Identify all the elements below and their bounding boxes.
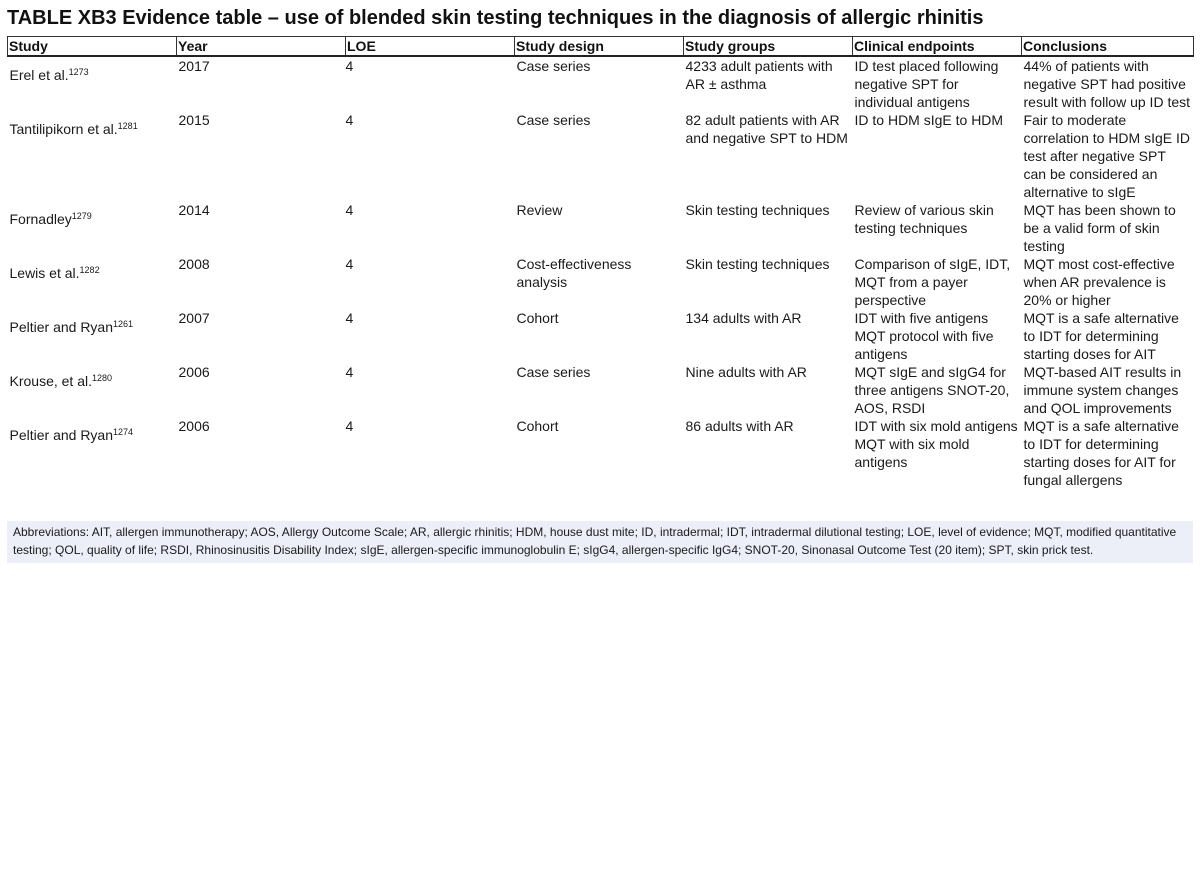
reference-number: 1282: [79, 265, 100, 275]
study-cell: [8, 255, 177, 309]
conclusions-cell: MQT has been shown to be a valid form of skin testing: [1023, 202, 1176, 254]
loe-cell: 4: [345, 112, 354, 128]
table-row: [8, 363, 1194, 417]
reference-number: 1274: [113, 427, 134, 437]
clinical-endpoints-cell: Comparison of sIgE, IDT, MQT from a payer perspective: [854, 256, 1011, 308]
study-cell: [8, 56, 177, 111]
study-name: Tantilipikorn et al.: [9, 121, 118, 137]
conclusions-cell: MQT most cost-effective when AR prevalence is 20% or higher: [1023, 256, 1175, 308]
study-cell: [8, 417, 177, 489]
year-cell: 2006: [178, 364, 210, 380]
study-cell: [8, 201, 177, 255]
study-design-cell: Cost-effectiveness analysis: [516, 256, 632, 290]
table-title: TABLE XB3 Evidence table – use of blended skin testing techniques in the diagnosis of allergic rhinitis: [7, 7, 984, 29]
study-groups-cell: 134 adults with AR: [685, 310, 802, 326]
evidence-table: [7, 36, 1194, 489]
column-header-study-groups: Study groups: [684, 37, 853, 57]
conclusions-cell: MQT is a safe alternative to IDT for determining starting doses for AIT for fungal allergens: [1023, 418, 1179, 488]
study-groups-cell: Skin testing techniques: [685, 202, 830, 218]
study-groups-cell: Skin testing techniques: [685, 256, 830, 272]
conclusions-cell: 44% of patients with negative SPT had positive result with follow up ID test: [1023, 58, 1191, 110]
conclusions-cell: MQT-based AIT results in immune system changes and QOL improvements: [1023, 364, 1182, 416]
loe-cell: 4: [345, 58, 354, 74]
clinical-endpoints-cell: MQT sIgE and sIgG4 for three antigens SNOT-20, AOS, RSDI: [854, 364, 1010, 416]
table-row: [8, 56, 1194, 111]
study-groups-cell: 82 adult patients with AR and negative SPT to HDM: [685, 112, 848, 146]
column-header-study: Study: [8, 37, 177, 57]
table-row: [8, 111, 1194, 201]
study-design-cell: Case series: [516, 364, 591, 380]
loe-cell: 4: [345, 202, 354, 218]
table-row: [8, 309, 1194, 363]
study-name: Fornadley: [9, 211, 72, 227]
loe-cell: 4: [345, 364, 354, 380]
reference-number: 1280: [92, 373, 113, 383]
study-design-cell: Case series: [516, 58, 591, 74]
clinical-endpoints-cell: IDT with six mold antigens MQT with six mold antigens: [854, 418, 1018, 470]
loe-cell: 4: [345, 310, 354, 326]
conclusions-cell: MQT is a safe alternative to IDT for determining starting doses for AIT: [1023, 310, 1179, 362]
clinical-endpoints-cell: IDT with five antigens MQT protocol with five antigens: [854, 310, 994, 362]
study-groups-cell: 4233 adult patients with AR ± asthma: [685, 58, 833, 92]
year-cell: 2007: [178, 310, 210, 326]
year-cell: 2014: [178, 202, 210, 218]
study-design-cell: Cohort: [516, 310, 559, 326]
table-row: [8, 255, 1194, 309]
clinical-endpoints-cell: ID test placed following negative SPT for individual antigens: [854, 58, 999, 110]
reference-number: 1281: [117, 121, 138, 131]
column-header-conclusions: Conclusions: [1022, 37, 1194, 57]
column-header-year: Year: [177, 37, 346, 57]
study-cell: [8, 363, 177, 417]
conclusions-cell: Fair to moderate correlation to HDM sIgE ID test after negative SPT can be considered an alternative to sIgE: [1023, 112, 1190, 200]
clinical-endpoints-cell: Review of various skin testing techniques: [854, 202, 994, 236]
study-name: Erel et al.: [9, 67, 69, 83]
reference-number: 1279: [71, 211, 92, 221]
column-header-loe: LOE: [346, 37, 515, 57]
abbreviations-footnote: Abbreviations: AIT, allergen immunotherapy; AOS, Allergy Outcome Scale; AR, allergic rhinitis; HDM, house dust mite; ID, intradermal; IDT, intradermal dilutional testing; LOE, level of evidence; MQT, modified quantitative testing; QOL, quality of life; RSDI, Rhinosinusitis Disability Index; sIgE, allergen-specific immunoglobulin E; sIgG4, allergen-specific IgG4; SNOT-20, Sinonasal Outcome Test (20 item); SPT, skin prick test.: [7, 521, 1193, 563]
study-cell: [8, 309, 177, 363]
study-design-cell: Cohort: [516, 418, 559, 434]
study-cell: [8, 111, 177, 201]
reference-number: 1261: [113, 319, 134, 329]
year-cell: 2015: [178, 112, 210, 128]
study-groups-cell: Nine adults with AR: [685, 364, 807, 380]
loe-cell: 4: [345, 418, 354, 434]
year-cell: 2017: [178, 58, 210, 74]
study-name: Peltier and Ryan: [9, 427, 114, 443]
study-name: Krouse, et al.: [9, 373, 92, 389]
year-cell: 2008: [178, 256, 210, 272]
table-row: [8, 417, 1194, 489]
study-name: Lewis et al.: [9, 265, 80, 281]
year-cell: 2006: [178, 418, 210, 434]
study-groups-cell: 86 adults with AR: [685, 418, 794, 434]
loe-cell: 4: [345, 256, 354, 272]
clinical-endpoints-cell: ID to HDM sIgE to HDM: [854, 112, 1004, 128]
study-design-cell: Case series: [516, 112, 591, 128]
table-header-row: [8, 37, 1194, 57]
reference-number: 1273: [68, 67, 89, 77]
column-header-clinical-endpoints: Clinical endpoints: [853, 37, 1022, 57]
table-row: [8, 201, 1194, 255]
study-design-cell: Review: [516, 202, 563, 218]
column-header-study-design: Study design: [515, 37, 684, 57]
study-name: Peltier and Ryan: [9, 319, 114, 335]
